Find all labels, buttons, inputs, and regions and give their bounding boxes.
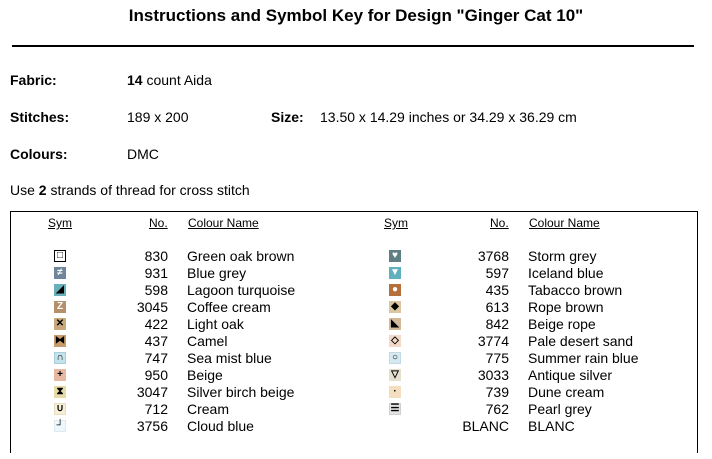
- right-colour-row: [11, 350, 697, 367]
- colour-symbol-icon: +: [54, 369, 66, 381]
- colour-symbol-icon: ∪: [54, 403, 66, 415]
- colour-name: Antique silver: [528, 367, 613, 383]
- fabric-type: count Aida: [142, 72, 212, 88]
- colour-symbol-icon: ◇: [389, 335, 401, 347]
- colour-name: Cloud blue: [187, 418, 254, 434]
- strands-pre: Use: [10, 182, 39, 198]
- fabric-label: Fabric:: [10, 72, 57, 88]
- colour-symbol-icon: ☰: [390, 403, 400, 414]
- colour-symbol-icon: ▽: [389, 369, 401, 381]
- colour-name: Iceland blue: [528, 265, 604, 281]
- colour-name: Blue grey: [187, 265, 247, 281]
- header-name-right: Colour Name: [529, 216, 600, 230]
- colour-name: Green oak brown: [187, 248, 295, 264]
- colour-name: Coffee cream: [187, 299, 271, 315]
- colour-symbol-icon: ┘: [54, 420, 66, 432]
- colour-name: Summer rain blue: [528, 350, 639, 366]
- strands-count: 2: [38, 182, 47, 198]
- dmc-number: 739: [485, 384, 509, 400]
- colour-symbol-icon: ≠: [54, 267, 66, 279]
- right-colour-row: [11, 418, 697, 435]
- fabric-count: 14: [127, 72, 143, 88]
- right-colour-row: [11, 265, 697, 282]
- fabric-value: [127, 72, 212, 88]
- colour-name: Storm grey: [528, 248, 597, 264]
- dmc-number: 598: [144, 282, 168, 298]
- colour-symbol-icon: ⧓: [55, 335, 65, 346]
- colour-name: Dune cream: [528, 384, 605, 400]
- colour-name: Beige rope: [528, 316, 596, 332]
- colour-symbol-icon: ♥: [389, 250, 401, 262]
- header-no-right: No.: [490, 216, 509, 230]
- dmc-number: 830: [144, 248, 168, 264]
- colour-name: Camel: [187, 333, 228, 349]
- symbol-key-table: [10, 211, 698, 453]
- colour-name: Lagoon turquoise: [187, 282, 296, 298]
- dmc-number: 762: [485, 401, 509, 417]
- dmc-number: 712: [144, 401, 168, 417]
- right-colour-row: [11, 248, 697, 265]
- dmc-number: 775: [485, 350, 509, 366]
- header-sym-left: Sym: [48, 216, 72, 230]
- dmc-number: 3045: [136, 299, 168, 315]
- dmc-number: 597: [485, 265, 509, 281]
- dmc-number: BLANC: [462, 418, 509, 434]
- colour-name: Pale desert sand: [528, 333, 634, 349]
- dmc-number: 3033: [477, 367, 509, 383]
- right-colour-row: [11, 384, 697, 401]
- colour-symbol-icon: ✕: [55, 318, 65, 329]
- colour-name: Cream: [187, 401, 230, 417]
- right-colour-row: [11, 367, 697, 384]
- colour-symbol-icon: ∩: [54, 352, 66, 364]
- dmc-number: 3047: [136, 384, 168, 400]
- colour-name: Tabacco brown: [528, 282, 623, 298]
- dmc-number: 613: [485, 299, 509, 315]
- stitches-label: Stitches:: [10, 109, 70, 125]
- right-colour-row: [11, 316, 697, 333]
- dmc-number: 3774: [477, 333, 509, 349]
- dmc-number: 950: [144, 367, 168, 383]
- right-colour-row: [11, 333, 697, 350]
- size-value: 13.50 x 14.29 inches or 34.29 x 36.29 cm: [320, 109, 577, 125]
- right-colour-row: [11, 282, 697, 299]
- colour-name: Sea mist blue: [187, 350, 272, 366]
- colour-symbol-icon: [389, 420, 401, 432]
- dmc-number: 437: [144, 333, 168, 349]
- page-title: Instructions and Symbol Key for Design "Ginger Cat 10": [128, 6, 584, 25]
- colour-symbol-icon: ▼: [390, 267, 400, 278]
- title-divider: [12, 45, 694, 47]
- colour-name: Pearl grey: [528, 401, 592, 417]
- colour-name: Rope brown: [528, 299, 604, 315]
- colour-symbol-icon: ●: [389, 284, 401, 296]
- colours-label: Colours:: [10, 146, 68, 162]
- stitches-value: 189 x 200: [127, 109, 189, 125]
- colour-symbol-icon: ◢: [54, 284, 66, 296]
- dmc-number: 931: [144, 265, 168, 281]
- strands-instruction: [10, 182, 250, 198]
- colour-name: BLANC: [528, 418, 575, 434]
- colour-name: Light oak: [187, 316, 244, 332]
- header-name-left: Colour Name: [188, 216, 259, 230]
- colour-symbol-icon: Z: [54, 301, 66, 313]
- colour-symbol-icon: ◣: [389, 318, 401, 330]
- dmc-number: 422: [144, 316, 168, 332]
- dmc-number: 3768: [477, 248, 509, 264]
- dmc-number: 842: [485, 316, 509, 332]
- dmc-number: 3756: [136, 418, 168, 434]
- colours-value: DMC: [127, 146, 159, 162]
- colour-symbol-icon: ◆: [389, 301, 401, 313]
- header-no-left: No.: [149, 216, 168, 230]
- dmc-number: 435: [485, 282, 509, 298]
- colour-symbol-icon: ⧗: [54, 386, 66, 398]
- colour-name: Silver birch beige: [187, 384, 295, 400]
- colour-symbol-icon: ○: [389, 352, 401, 364]
- right-colour-row: [11, 401, 697, 418]
- right-colour-row: [11, 299, 697, 316]
- size-label: Size:: [271, 109, 304, 125]
- colour-name: Beige: [187, 367, 223, 383]
- header-sym-right: Sym: [384, 216, 408, 230]
- colour-symbol-icon: □: [54, 250, 66, 262]
- dmc-number: 747: [144, 350, 168, 366]
- strands-post: strands of thread for cross stitch: [46, 182, 250, 198]
- colour-symbol-icon: ·: [389, 386, 401, 398]
